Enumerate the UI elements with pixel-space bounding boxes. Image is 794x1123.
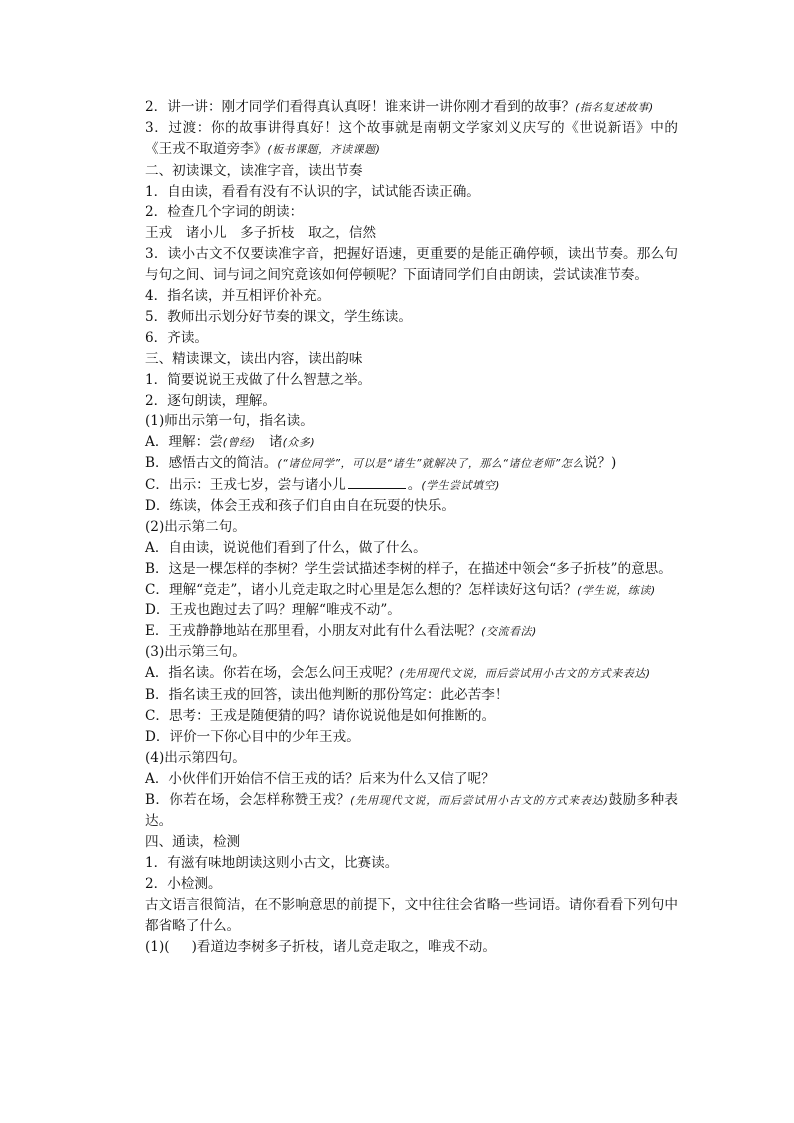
text-line (118, 621, 678, 642)
line-text: (4)出示第四句。 (145, 749, 246, 766)
line-text: (3)出示第三句。 (145, 644, 246, 661)
line-text: 3．读小古文不仅要读准字音，把握好语速，更重要的是能正确停顿，读出节奏。那么句与句之间、词与词之间究竟该如何停顿呢？下面请同学们自由朗读，尝试读准节奏。 (145, 246, 678, 284)
line-text: C．出示：王戎七岁，尝与诸小儿 (145, 477, 346, 494)
text-paragraph (118, 244, 678, 286)
line-text: (2)出示第二句。 (145, 518, 246, 535)
line-text: 三、精读课文，读出内容，读出韵味 (145, 350, 363, 367)
annotation: (指名复述故事) (575, 101, 654, 114)
text-line (118, 874, 678, 895)
text-line (118, 97, 678, 118)
text-line (118, 769, 678, 790)
line-text: 诸 (255, 434, 283, 451)
line-text: 6．齐读。 (145, 329, 209, 346)
line-text: 2．逐句朗读，理解。 (145, 392, 276, 409)
text-line (118, 600, 678, 621)
line-text: 说？) (583, 455, 617, 472)
text-line (118, 328, 678, 349)
line-text: 4．指名读，并互相评价补充。 (145, 288, 331, 305)
text-line (118, 223, 678, 244)
line-text: 。 (407, 477, 422, 494)
line-text: D．王戎也跑过去了吗？理解“唯戎不动”。 (145, 602, 401, 619)
annotation: (众多) (282, 436, 316, 450)
section-heading (118, 161, 678, 182)
line-text: A．指名读。你若在场，会怎么问王戎呢？ (145, 665, 400, 682)
annotation: (“诸位同学”，可以是“诸生”就解决了，那么“诸位老师”怎么 (277, 457, 584, 471)
text-paragraph (118, 663, 678, 685)
annotation: (学生尝试填空) (421, 479, 500, 493)
text-line (118, 937, 678, 958)
line-text: )看道边李树多子折枝，诸儿竞走取之，唯戎不动。 (191, 938, 496, 955)
line-text: 1．有滋有味地朗读这则小古文，比赛读。 (145, 855, 399, 872)
annotation: (交流看法) (481, 625, 537, 639)
line-text: B．感悟古文的简洁。 (145, 455, 278, 472)
text-line (118, 642, 678, 663)
text-line (118, 853, 678, 874)
annotation: (先用现代文说，而后尝试用小古文的方式来表达) (350, 793, 609, 807)
line-text: 鼓励多种表达。 (145, 791, 678, 830)
line-text: 3．过渡：你的故事讲得真好！这个故事就是南朝文学家刘义庆写的《世说新语》中的《王戎不取道旁李》 (145, 119, 678, 157)
text-paragraph (118, 895, 678, 937)
line-text: 2．讲一讲：刚才同学们看得真认真呀！谁来讲一讲你刚才看到的故事？ (145, 99, 576, 115)
text-paragraph (118, 559, 678, 580)
line-text: A．小伙伴们开始信不信王戎的话？后来为什么又信了呢？ (145, 770, 495, 787)
document-body (118, 97, 678, 958)
text-line (118, 432, 678, 453)
line-text: B．这是一棵怎样的李树？学生尝试描述李树的样子，在描述中领会“多子折枝”的意思。 (145, 560, 672, 577)
line-text: A．自由读，说说他们看到了什么，做了什么。 (145, 539, 427, 556)
text-line (118, 307, 678, 328)
text-line (118, 391, 678, 412)
line-text: D．评价一下你心目中的少年王戎。 (145, 728, 360, 745)
annotation: (先用现代文说，而后尝试用小古文的方式来表达) (399, 667, 651, 681)
line-text: (1)( (145, 938, 170, 955)
line-text: A．理解：尝 (145, 434, 223, 451)
text-line (118, 202, 678, 223)
text-line (118, 496, 678, 517)
line-text: C．思考：王戎是随便猜的吗？请你说说他是如何推断的。 (145, 707, 496, 724)
line-text: B．你若在场，会怎样称赞王戎？ (145, 791, 351, 808)
line-text: D．练读，体会王戎和孩子们自由自在玩耍的快乐。 (145, 498, 455, 514)
line-text: 5．教师出示划分好节奏的课文，学生练读。 (145, 308, 412, 325)
text-line (118, 685, 678, 706)
text-line (118, 182, 678, 203)
text-line (118, 475, 678, 496)
line-text: 四、通读，检测 (145, 834, 241, 851)
line-text: 古文语言很简洁，在不影响意思的前提下，文中往往会省略一些词语。请你看看下列句中都省略了什么。 (145, 896, 678, 934)
line-text: E．王戎静静地站在那里看，小朋友对此有什么看法呢？ (145, 623, 482, 640)
text-paragraph (118, 790, 678, 833)
text-paragraph (118, 453, 678, 475)
text-line (118, 538, 678, 559)
section-heading (118, 349, 678, 370)
text-line (118, 727, 678, 748)
line-text: 王戎 诸小儿 多子折枝 取之，信然 (145, 225, 377, 242)
line-text: B．指名读王戎的回答，读出他判断的那份笃定：此必苦李！ (145, 687, 509, 704)
line-text: 2．小检测。 (145, 876, 222, 893)
line-text: C．理解“竞走”，诸小儿竞走取之时心里是怎么想的？怎样读好这句话？ (145, 581, 578, 598)
text-line (118, 411, 678, 432)
text-line (118, 580, 678, 601)
line-text: 1．简要说说王戎做了什么智慧之举。 (145, 371, 372, 388)
annotation: (学生说，练读) (577, 583, 656, 597)
annotation: (板书课题，齐读课题) (267, 142, 381, 156)
line-text: (1)师出示第一句，指名读。 (145, 413, 314, 430)
text-line (118, 706, 678, 727)
line-text: 2．检查几个字词的朗读： (145, 204, 304, 221)
text-line (118, 517, 678, 538)
line-text: 1．自由读，看看有没有不认识的字，试试能否读正确。 (145, 183, 480, 200)
text-paragraph (118, 118, 678, 161)
fill-in-blank (348, 475, 406, 489)
text-line (118, 370, 678, 391)
annotation: (曾经) (222, 436, 256, 450)
text-line (118, 286, 678, 307)
text-line (118, 748, 678, 769)
line-text: 二、初读课文，读准字音，读出节奏 (145, 162, 363, 179)
section-heading (118, 832, 678, 853)
